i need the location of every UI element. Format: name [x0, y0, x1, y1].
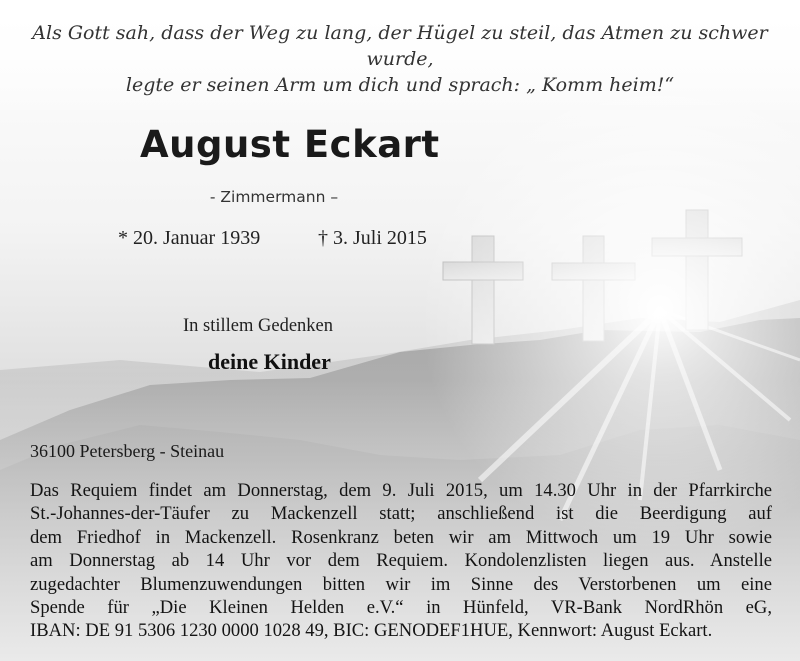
- quote: [0, 20, 800, 98]
- notice-line: dem Friedhof in Mackenzell. Rosenkranz beten wir am Mittwoch um 19 Uhr sowie: [30, 526, 772, 548]
- birth-date: * 20. Januar 1939: [118, 227, 261, 249]
- notice-line: Spende für „Die Kleinen Helden e.V.“ in Hünfeld, VR-Bank NordRhön eG,: [30, 597, 772, 619]
- funeral-notice: [30, 479, 772, 643]
- notice-line: zugedachter Blumenzuwendungen bitten wir im Sinne des Verstorbenen um eine: [30, 573, 772, 595]
- notice-line: St.-Johannes-der-Täufer zu Mackenzell statt; anschließend ist die Beerdigung auf: [30, 503, 772, 525]
- quote-line-2: legte er seinen Arm um dich und sprach: „ Komm heim!“: [125, 74, 675, 96]
- memory-line: In stillem Gedenken: [183, 316, 334, 336]
- deceased-profession: - Zimmermann –: [209, 188, 339, 206]
- notice-line: Das Requiem findet am Donnerstag, dem 9. Juli 2015, um 14.30 Uhr in der Pfarrkirche: [30, 480, 772, 501]
- mourner-location: 36100 Petersberg - Steinau: [30, 441, 225, 461]
- mourner-signature: deine Kinder: [208, 349, 331, 374]
- notice-line: IBAN: DE 91 5306 1230 0000 1028 49, BIC: GENODEF1HUE, Kennwort: August Eckart.: [30, 620, 713, 642]
- deceased-name: August Eckart: [140, 123, 440, 166]
- death-date: † 3. Juli 2015: [318, 227, 427, 249]
- quote-line-1: Als Gott sah, dass der Weg zu lang, der Hügel zu steil, das Atmen zu schwer wurde,: [32, 22, 768, 70]
- notice-line: am Donnerstag ab 14 Uhr vor dem Requiem. Kondolenzlisten liegen aus. Anstelle: [30, 550, 772, 572]
